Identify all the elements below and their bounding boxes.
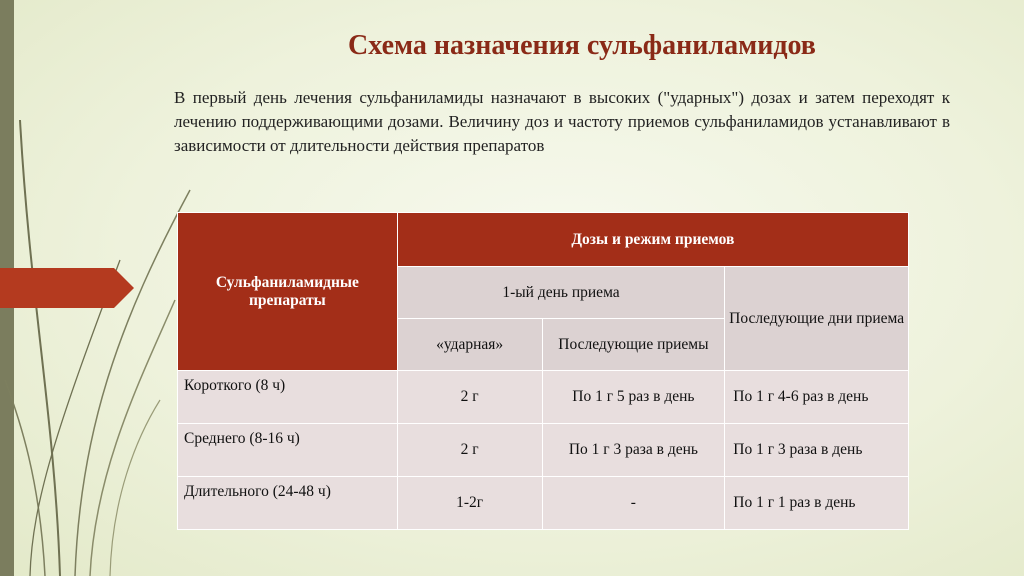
- drug-cell: Длительного (24-48 ч): [178, 477, 398, 530]
- header-doses: Дозы и режим приемов: [397, 213, 908, 267]
- header-loading-dose: «ударная»: [397, 319, 542, 371]
- intro-paragraph: В первый день лечения сульфаниламиды назначают в высоких ("ударных") дозах и затем переходят к лечению поддерживающими дозами. Величину доз и частоту приемов сульфаниламидов устанавливают в зависимости от длительности действия препаратов: [174, 88, 950, 155]
- dose-table: [177, 212, 909, 530]
- subsequent-cell: -: [542, 477, 725, 530]
- slide-title: Схема назначения сульфаниламидов: [348, 30, 816, 61]
- table-row: [178, 371, 909, 424]
- drug-cell: Среднего (8-16 ч): [178, 424, 398, 477]
- days-cell: По 1 г 3 раза в день: [725, 424, 909, 477]
- header-subsequent-doses: Последующие приемы: [542, 319, 725, 371]
- table-row: [178, 477, 909, 530]
- loading-cell: 2 г: [397, 371, 542, 424]
- drug-cell: Короткого (8 ч): [178, 371, 398, 424]
- header-first-day: 1-ый день приема: [397, 267, 724, 319]
- table-row: [178, 424, 909, 477]
- arrow-tab: [0, 268, 134, 308]
- days-cell: По 1 г 4-6 раз в день: [725, 371, 909, 424]
- subsequent-cell: По 1 г 3 раза в день: [542, 424, 725, 477]
- loading-cell: 2 г: [397, 424, 542, 477]
- subsequent-cell: По 1 г 5 раз в день: [542, 371, 725, 424]
- header-drugs: Сульфаниламидные препараты: [178, 213, 398, 371]
- header-subsequent-days: Последующие дни приема: [725, 267, 909, 371]
- loading-cell: 1-2г: [397, 477, 542, 530]
- days-cell: По 1 г 1 раз в день: [725, 477, 909, 530]
